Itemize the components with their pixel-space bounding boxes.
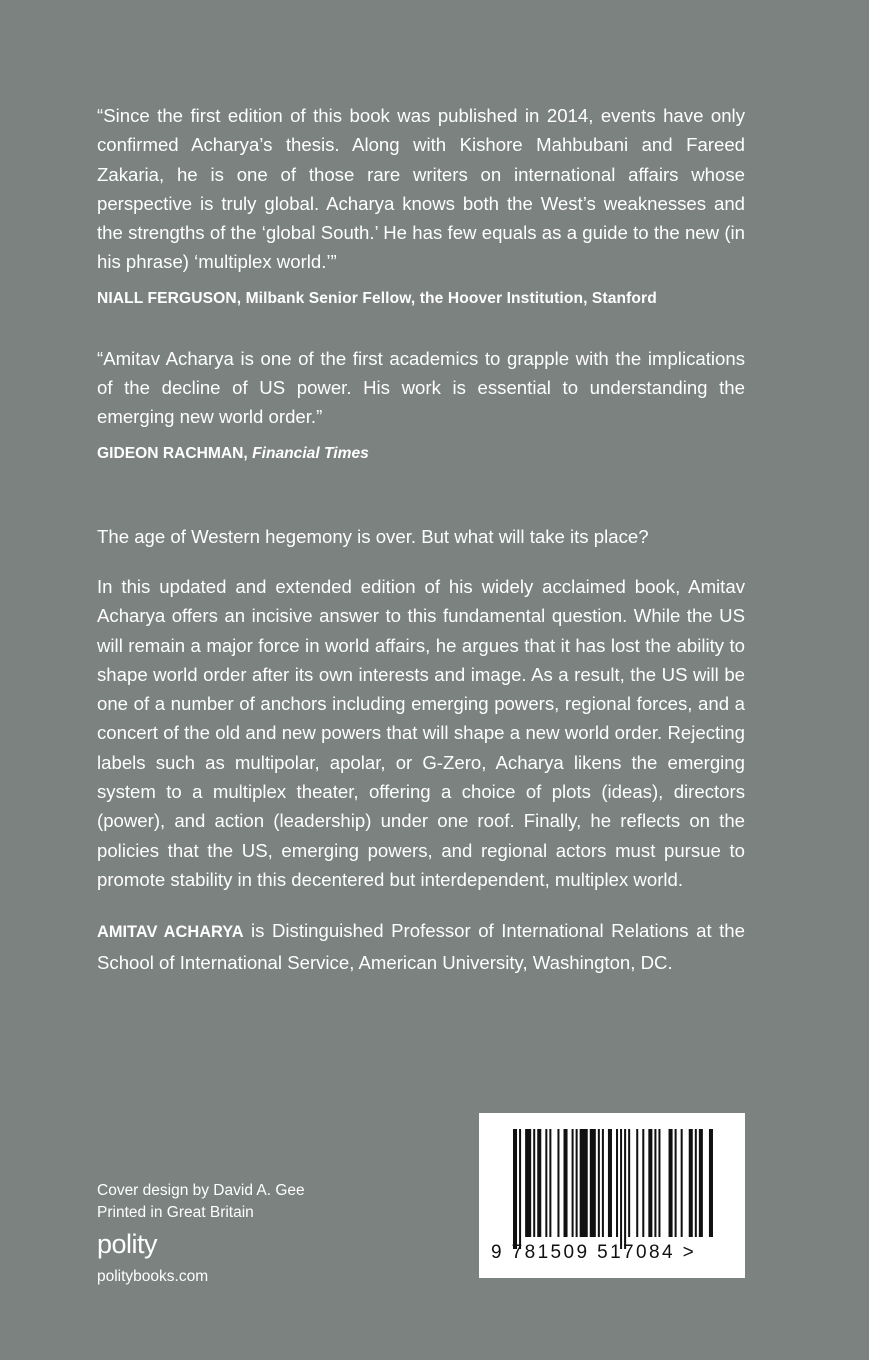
publisher-logo: polity <box>97 1229 158 1259</box>
barcode-bar <box>564 1129 568 1237</box>
barcode-bar <box>549 1129 551 1237</box>
barcode-bar <box>557 1129 559 1237</box>
barcode-bar <box>602 1129 604 1237</box>
barcode-bar <box>681 1129 683 1237</box>
author-bio <box>97 916 745 977</box>
barcode-bar <box>658 1129 660 1237</box>
blurb-author <box>97 444 745 464</box>
barcode-bar <box>675 1129 677 1237</box>
barcode-bar <box>576 1129 578 1237</box>
author-bio-name: AMITAV ACHARYA <box>97 923 244 942</box>
barcode-bar <box>628 1129 630 1237</box>
cover-design-credit: Cover design by David A. Gee <box>97 1182 305 1199</box>
barcode-bar <box>525 1129 531 1237</box>
barcode-bar <box>533 1129 535 1237</box>
barcode-bar <box>689 1129 693 1237</box>
barcode-bar <box>598 1129 600 1237</box>
barcode-bar <box>669 1129 673 1237</box>
blurb-author: NIALL FERGUSON, Milbank Senior Fellow, the Hoover Institution, Stanford <box>97 289 657 307</box>
blurb-author-publication: Financial Times <box>252 444 369 462</box>
back-cover-text <box>97 101 745 977</box>
author-bio-text: is Distinguished Professor of International Relations at the School of International Service, American University, Washington, DC. <box>97 920 745 973</box>
barcode-bar <box>580 1129 588 1237</box>
barcode-bar <box>709 1129 713 1237</box>
barcode-bar <box>608 1129 612 1237</box>
barcode-bar <box>513 1129 517 1249</box>
barcode-bar <box>590 1129 596 1237</box>
barcode-bar <box>537 1129 541 1237</box>
barcode-bar <box>519 1129 521 1249</box>
barcode-bar <box>620 1129 622 1249</box>
barcode-bar <box>654 1129 656 1237</box>
publisher-credits <box>97 1180 305 1288</box>
barcode-bar <box>624 1129 626 1249</box>
barcode-bar <box>545 1129 547 1237</box>
barcode-bar <box>642 1129 644 1237</box>
printed-in: Printed in Great Britain <box>97 1204 254 1221</box>
book-description: In this updated and extended edition of his widely acclaimed book, Amitav Acharya offers an incisive answer to this fundamental question. While the US will remain a major force in world affairs, he argues that it has lost the ability to shape world order after its own interests and image. As a result, the US will be one of a number of anchors including emerging powers, regional forces, and a concert of the old and new powers that will shape a new world order. Rejecting labels such as multipolar, apolar, or G-Zero, Acharya likens the emerging system to a multiplex theater, offering a choice of plots (ideas), directors (power), and action (leadership) under one roof. Finally, he reflects on the policies that the US, emerging powers, and regional actors must pursue to promote stability in this decentered but interdependent, multiplex world. <box>97 575 745 890</box>
barcode-bar <box>616 1129 618 1237</box>
isbn-barcode <box>479 1113 745 1278</box>
barcode-bar <box>699 1129 703 1237</box>
barcode-bar <box>695 1129 697 1237</box>
blurb-quote: “Since the first edition of this book was published in 2014, events have only confirmed Acharya’s thesis. Along with Kishore Mahbubani and Fareed Zakaria, he is one of those rare writers on international affairs whose perspective is truly global. Acharya knows both the West’s weaknesses and the strengths of the ‘global South.’ He has few equals as a guide to the new (in his phrase) ‘multiplex world.’” <box>97 105 745 273</box>
barcode-bar <box>572 1129 574 1237</box>
publisher-website: politybooks.com <box>97 1268 209 1285</box>
barcode-bar <box>636 1129 638 1237</box>
lead-line: The age of Western hegemony is over. But what will take its place? <box>97 525 649 547</box>
blurb-quote: “Amitav Acharya is one of the first academics to grapple with the implications of the decline of US power. His work is essential to understanding the emerging new world order.” <box>97 347 745 428</box>
blurb-author-name: GIDEON RACHMAN, <box>97 444 248 462</box>
isbn-number: 9 781509 517084 > <box>491 1242 697 1263</box>
barcode-bar <box>648 1129 652 1237</box>
